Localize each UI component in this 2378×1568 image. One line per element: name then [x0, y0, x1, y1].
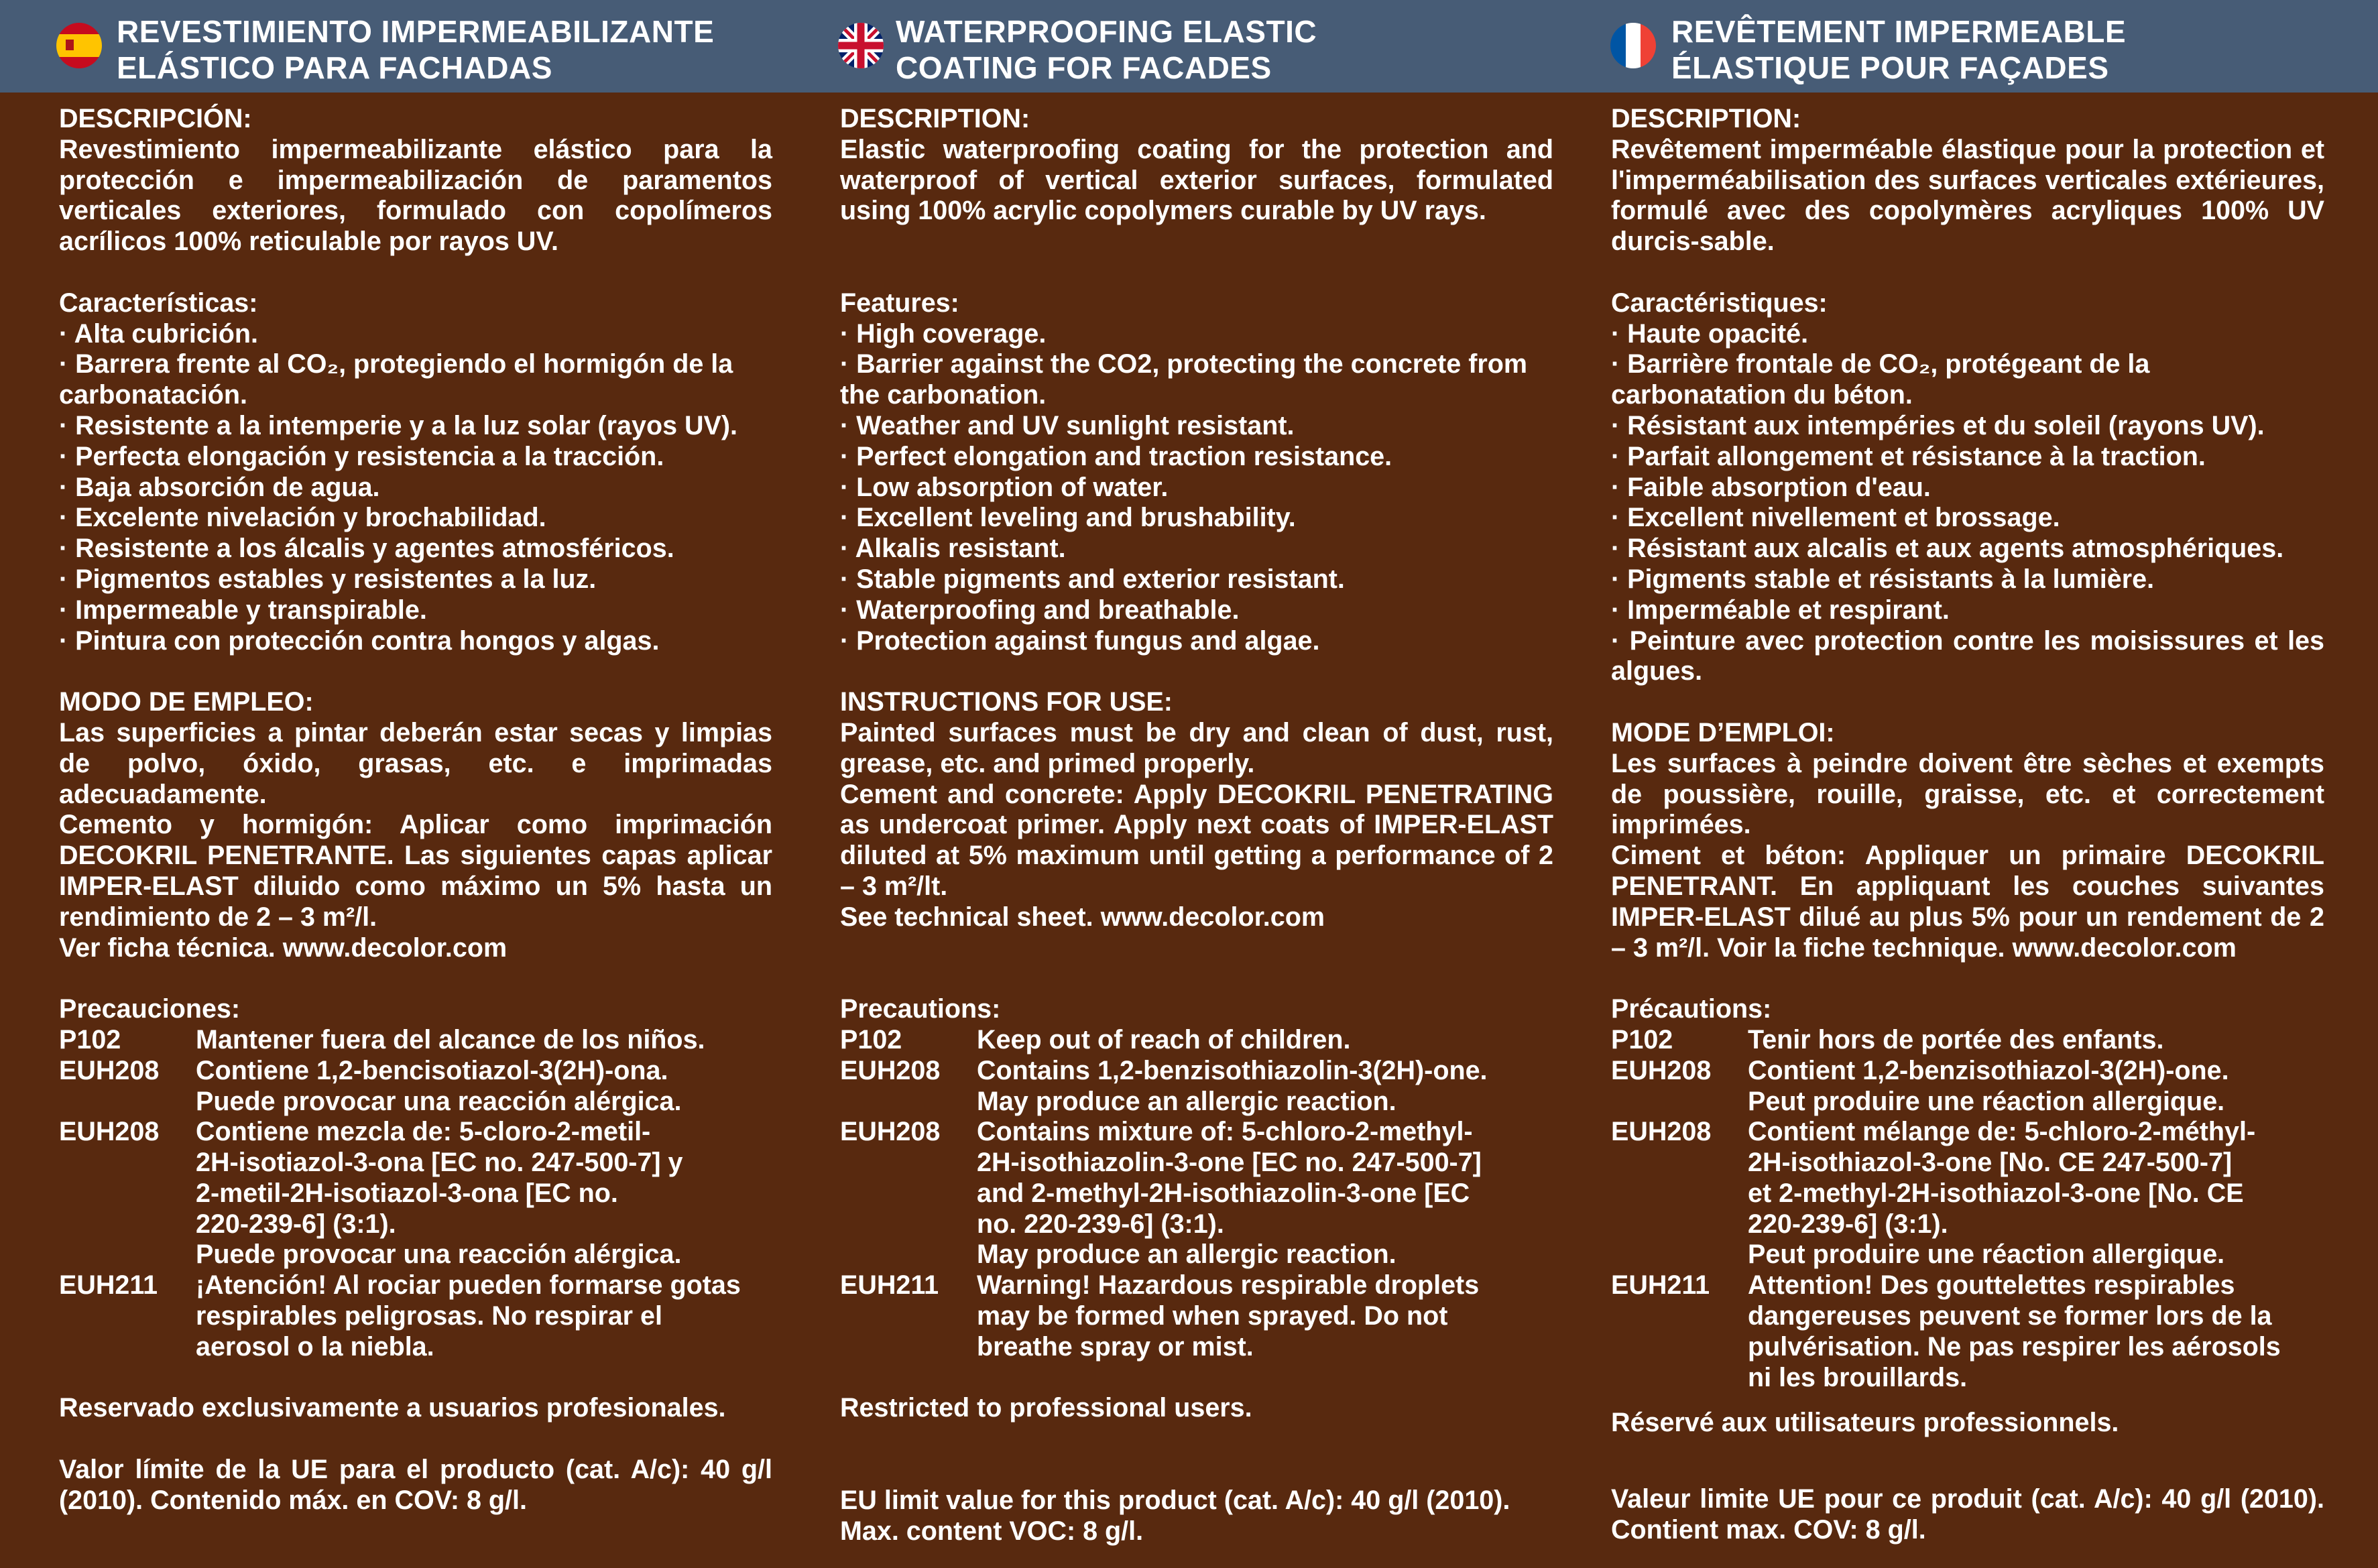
feature-item: · Faible absorption d'eau. — [1611, 472, 1931, 502]
feature-item: · Perfecta elongación y resistencia a la tracción. — [59, 441, 664, 471]
feature-item: · Pigmentos estables y resistentes a la luz. — [59, 564, 597, 594]
precaution-row — [1611, 1270, 2324, 1393]
description-title: DESCRIPTION: — [840, 104, 1030, 133]
voc-limit: Valeur limite UE pour ce produit (cat. A/c): 40 g/l (2010). Contient max. COV: 8 g/l. — [1611, 1484, 2324, 1545]
precaution-text: breathe spray or mist. — [977, 1331, 1254, 1362]
precaution-text: and 2-methyl-2H-isothiazolin-3-one [EC — [977, 1178, 1470, 1208]
feature-item: · Excellent leveling and brushability. — [840, 503, 1296, 533]
precaution-text: Contains 1,2-benzisothiazolin-3(2H)-one. — [977, 1055, 1488, 1085]
header-bar — [0, 0, 2378, 93]
precaution-text: no. 220-239-6] (3:1). — [977, 1209, 1224, 1239]
header-fr — [1569, 0, 2378, 93]
precaution-row — [59, 1270, 772, 1362]
precaution-code: EUH208 — [1611, 1117, 1712, 1147]
instructions-text-2: Cement and concrete: Apply DECOKRIL PENETRATING as undercoat primer. Apply next coats of IMPER-ELAST diluted at 5% maximum until getting a performance of 2 – 3 m²/lt. — [840, 779, 1553, 901]
precaution-row — [840, 1270, 1553, 1362]
feature-item: · Imperméable et respirant. — [1611, 595, 1950, 625]
feature-item: · Barrier against the CO2, protecting the concrete from the carbonation. — [840, 349, 1528, 410]
uk-flag-icon — [838, 23, 884, 68]
instructions-text-1: Painted surfaces must be dry and clean of dust, rust, grease, etc. and primed properly. — [840, 717, 1553, 778]
instructions-text-2: Ciment et béton: Appliquer un primaire DECOKRIL PENETRANT. En appliquant les couches suivantes IMPER-ELAST dilué au plus 5% pour un rendement de 2 – 3 m²/l. Voir la fiche technique. www.decolor.com — [1611, 841, 2324, 963]
feature-item: · Résistant aux alcalis et aux agents atmosphériques. — [1611, 534, 2284, 564]
precaution-code: EUH208 — [840, 1117, 941, 1147]
precaution-row — [840, 1117, 1553, 1270]
instructions-text-1: Les surfaces à peindre doivent être sèches et exempts de poussière, rouille, graisse, etc. et correctement imprimées. — [1611, 748, 2324, 840]
column-es — [59, 104, 772, 1516]
precautions-title: Précautions: — [1611, 994, 1772, 1024]
feature-item: · Excellent nivellement et brossage. — [1611, 503, 2060, 533]
column-en — [840, 104, 1553, 1547]
header-title-en — [896, 13, 1317, 86]
precaution-code: P102 — [59, 1024, 121, 1054]
feature-item: · Barrière frontale de CO₂, protégeant de la carbonatation du béton. — [1611, 349, 2150, 410]
voc-limit: Valor límite de la UE para el producto (cat. A/c): 40 g/l (2010). Contenido máx. en COV: 8 g/l. — [59, 1455, 772, 1515]
precaution-text: et 2-methyl-2H-isothiazol-3-one [No. CE — [1748, 1178, 2244, 1208]
precaution-row — [59, 1117, 772, 1270]
description-title: DESCRIPCIÓN: — [59, 104, 252, 133]
feature-item: · Pigments stable et résistants à la lumière. — [1611, 564, 2155, 594]
features-title: Características: — [59, 288, 258, 318]
feature-item: · Impermeable y transpirable. — [59, 595, 427, 625]
precaution-code: EUH208 — [59, 1055, 160, 1085]
precaution-text: May produce an allergic reaction. — [977, 1240, 1396, 1270]
precaution-text: 220-239-6] (3:1). — [196, 1209, 396, 1239]
precautions-title: Precauciones: — [59, 994, 241, 1024]
features-title: Features: — [840, 288, 959, 318]
feature-item: · Weather and UV sunlight resistant. — [840, 410, 1295, 440]
feature-item: · Baja absorción de agua. — [59, 472, 380, 502]
precaution-code: P102 — [1611, 1024, 1673, 1054]
feature-item: · Alkalis resistant. — [840, 534, 1066, 564]
instructions-title: MODO DE EMPLEO: — [59, 687, 314, 717]
precaution-text: 2H-isothiazolin-3-one [EC no. 247-500-7] — [977, 1148, 1482, 1178]
precaution-code: EUH208 — [840, 1055, 941, 1085]
voc-limit: EU limit value for this product (cat. A/c): 40 g/l (2010). Max. content VOC: 8 g/l. — [840, 1485, 1510, 1546]
precaution-text: 2H-isothiazol-3-one [No. CE 247-500-7] — [1748, 1148, 2233, 1178]
precaution-row — [1611, 1056, 2324, 1118]
instructions-title: INSTRUCTIONS FOR USE: — [840, 687, 1173, 717]
precautions-title: Precautions: — [840, 994, 1001, 1024]
description-text: Revestimiento impermeabilizante elástico para la protección e impermeabilización de paramentos verticales exteriores, formulado con copolímeros acrílicos 100% reticulable por rayos UV. — [59, 134, 772, 257]
precaution-text: Attention! Des gouttelettes respirables — [1748, 1270, 2235, 1301]
precaution-text: Peut produire une réaction allergique. — [1748, 1086, 2225, 1116]
precaution-code: EUH211 — [840, 1270, 939, 1301]
feature-item: · Haute opacité. — [1611, 318, 1809, 349]
precaution-text: aerosol o la niebla. — [196, 1331, 434, 1362]
precaution-text: Contiene 1,2-bencisotiazol-3(2H)-ona. — [196, 1055, 668, 1085]
precaution-text: Puede provocar una reacción alérgica. — [196, 1086, 682, 1116]
feature-item: · Alta cubrición. — [59, 318, 259, 349]
precaution-code: EUH208 — [59, 1117, 160, 1147]
precaution-text: Mantener fuera del alcance de los niños. — [196, 1024, 705, 1054]
column-fr — [1611, 104, 2324, 1546]
header-es — [0, 0, 791, 93]
header-title-fr-line1: REVÊTEMENT IMPERMEABLE — [1671, 14, 2127, 49]
precaution-row — [840, 1056, 1553, 1118]
instructions-text-1: Las superficies a pintar deberán estar secas y limpias de polvo, óxido, grasas, etc. e imprimadas adecuadamente. — [59, 717, 772, 809]
features-title: Caractéristiques: — [1611, 288, 1828, 318]
feature-item: · High coverage. — [840, 318, 1047, 349]
header-title-en-line1: WATERPROOFING ELASTIC — [896, 14, 1317, 49]
header-title-es-line2: ELÁSTICO PARA FACHADAS — [117, 50, 552, 85]
instructions-text-3: Ver ficha técnica. www.decolor.com — [59, 932, 508, 963]
instructions-text-2: Cemento y hormigón: Aplicar como imprimación DECOKRIL PENETRANTE. Las siguientes capas aplicar IMPER-ELAST diluido como máximo un 5% hasta un rendimiento de 2 – 3 m²/l. — [59, 810, 772, 932]
precaution-text: Puede provocar una reacción alérgica. — [196, 1240, 682, 1270]
feature-item: · Perfect elongation and traction resistance. — [840, 441, 1392, 471]
header-title-es — [117, 13, 714, 86]
feature-item: · Résistant aux intempéries et du soleil (rayons UV). — [1611, 410, 2265, 440]
precaution-text: ¡Atención! Al rociar pueden formarse gotas — [196, 1270, 741, 1301]
description-text: Elastic waterproofing coating for the protection and waterproof of vertical exterior surfaces, formulated using 100% acrylic copolymers curable by UV rays. — [840, 134, 1553, 226]
restricted-notice: Reservado exclusivamente a usuarios profesionales. — [59, 1393, 726, 1423]
precaution-code: EUH208 — [1611, 1055, 1712, 1085]
feature-item: · Resistente a la intemperie y a la luz solar (rayos UV). — [59, 410, 738, 440]
feature-item: · Protection against fungus and algae. — [840, 625, 1320, 656]
feature-item: · Peinture avec protection contre les moisissures et les algues. — [1611, 625, 2324, 686]
restricted-notice: Restricted to professional users. — [840, 1393, 1252, 1423]
precaution-text: Tenir hors de portée des enfants. — [1748, 1024, 2164, 1054]
description-title: DESCRIPTION: — [1611, 104, 1801, 133]
precaution-text: Peut produire une réaction allergique. — [1748, 1240, 2225, 1270]
precaution-code: EUH211 — [59, 1270, 158, 1301]
precaution-text: respirables peligrosas. No respirar el — [196, 1301, 662, 1331]
precaution-text: Contient mélange de: 5-chloro-2-méthyl- — [1748, 1117, 2256, 1147]
precaution-text: Contient 1,2-benzisothiazol-3(2H)-one. — [1748, 1055, 2229, 1085]
precaution-row — [840, 1025, 1553, 1056]
precaution-row — [59, 1025, 772, 1056]
header-title-en-line2: COATING FOR FACADES — [896, 50, 1272, 85]
precaution-text: Contains mixture of: 5-chloro-2-methyl- — [977, 1117, 1473, 1147]
restricted-notice: Réservé aux utilisateurs professionnels. — [1611, 1408, 2119, 1438]
precaution-text: Warning! Hazardous respirable droplets — [977, 1270, 1480, 1301]
precaution-code: P102 — [840, 1024, 902, 1054]
precaution-text: May produce an allergic reaction. — [977, 1086, 1396, 1116]
precaution-text: Contiene mezcla de: 5-cloro-2-metil- — [196, 1117, 651, 1147]
precaution-text: may be formed when sprayed. Do not — [977, 1301, 1448, 1331]
precaution-text: dangereuses peuvent se former lors de la — [1748, 1301, 2272, 1331]
feature-item: · Barrera frente al CO₂, protegiendo el hormigón de la carbonatación. — [59, 349, 733, 410]
precaution-text: 2-metil-2H-isotiazol-3-ona [EC no. — [196, 1178, 618, 1208]
instructions-text-3: See technical sheet. www.decolor.com — [840, 902, 1325, 932]
precaution-text: 2H-isotiazol-3-ona [EC no. 247-500-7] y — [196, 1148, 683, 1178]
france-flag-icon — [1610, 23, 1656, 68]
header-title-fr-line2: ÉLASTIQUE POUR FAÇADES — [1671, 50, 2109, 85]
feature-item: · Stable pigments and exterior resistant. — [840, 564, 1345, 594]
header-title-fr — [1671, 13, 2126, 86]
precaution-text: pulvérisation. Ne pas respirer les aérosols — [1748, 1331, 2281, 1362]
precaution-row — [1611, 1117, 2324, 1270]
instructions-title: MODE D’EMPLOI: — [1611, 717, 1835, 747]
precaution-row — [59, 1056, 772, 1118]
precaution-text: Keep out of reach of children. — [977, 1024, 1351, 1054]
header-en — [791, 0, 1569, 93]
precaution-text: 220-239-6] (3:1). — [1748, 1209, 1948, 1239]
feature-item: · Pintura con protección contra hongos y algas. — [59, 625, 660, 656]
precaution-text: ni les brouillards. — [1748, 1362, 1968, 1392]
feature-item: · Waterproofing and breathable. — [840, 595, 1240, 625]
description-text: Revêtement imperméable élastique pour la protection et l'imperméabilisation des surfaces verticales extérieures, formulé avec des copolymères acryliques 100% UV durcis-sable. — [1611, 134, 2324, 257]
precaution-row — [1611, 1025, 2324, 1056]
feature-item: · Parfait allongement et résistance à la traction. — [1611, 441, 2206, 471]
feature-item: · Low absorption of water. — [840, 472, 1169, 502]
spain-flag-icon — [56, 23, 102, 68]
precaution-code: EUH211 — [1611, 1270, 1710, 1301]
feature-item: · Resistente a los álcalis y agentes atmosféricos. — [59, 534, 674, 564]
header-title-es-line1: REVESTIMIENTO IMPERMEABILIZANTE — [117, 14, 715, 49]
feature-item: · Excelente nivelación y brochabilidad. — [59, 503, 546, 533]
